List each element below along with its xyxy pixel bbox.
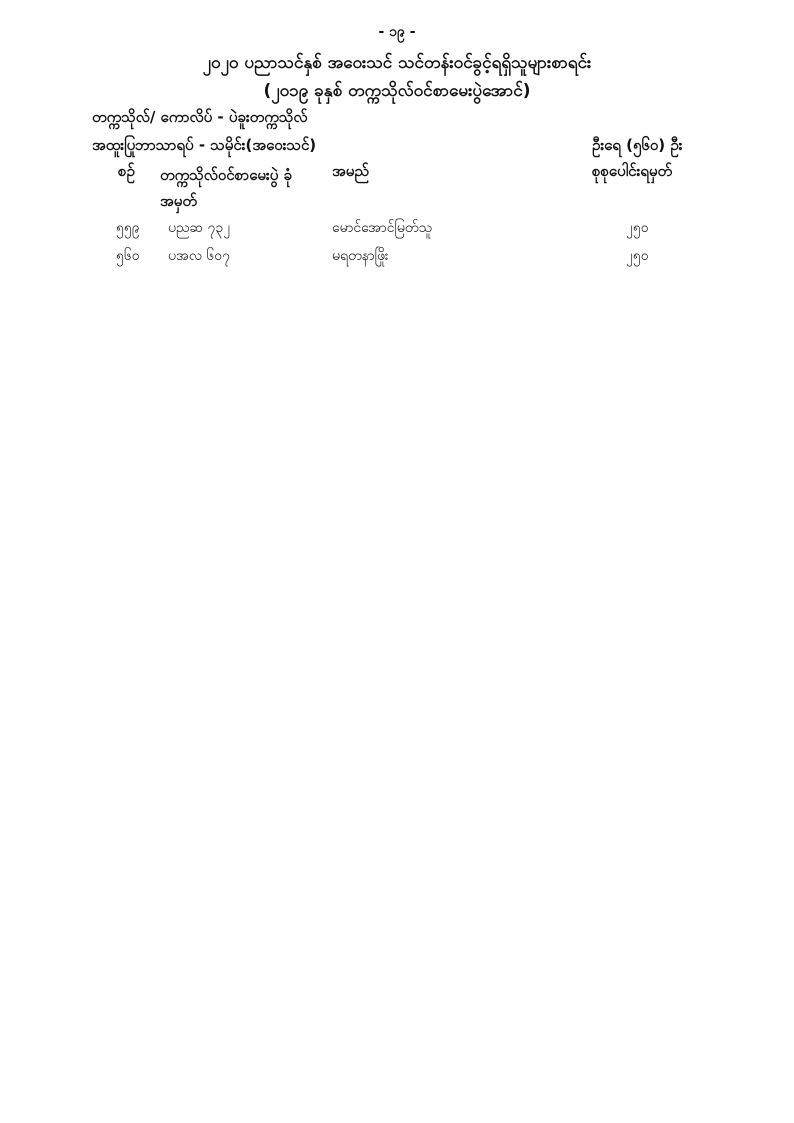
row-serial: ၅၆၀: [116, 248, 140, 264]
table-row: [0, 218, 794, 246]
row-total-marks: ၂၅၀: [626, 248, 649, 264]
row-name: မောင်အောင်မြတ်သူ: [332, 220, 433, 236]
total-count: ဦးရေ (၅၆၀) ဦး: [592, 136, 683, 154]
document-title: ၂၀၂၀ ပညာသင်နှစ် အဝေးသင် သင်တန်းဝင်ခွင့်ရရှိသူများစာရင်း: [202, 53, 592, 73]
table-row: [0, 246, 794, 274]
header-serial: စဉ်: [118, 162, 135, 180]
page-number: - ၁၉ -: [378, 24, 416, 40]
document-subtitle: (၂၀၁၉ ခုနှစ် တက္ကသိုလ်ဝင်စာမေးပွဲအောင်): [263, 81, 531, 101]
header-roll-number: တက္ကသိုလ်ဝင်စာမေးပွဲ ခုံအမှတ်: [160, 166, 292, 210]
row-roll-number: ပညဆ ၇၃၂: [168, 220, 231, 236]
subject-label: အထူးပြုဘာသာရပ် - သမိုင်း(အဝေးသင်): [92, 136, 317, 154]
row-serial: ၅၅၉: [116, 220, 140, 236]
row-roll-number: ပအလ ၆၀၇: [168, 248, 231, 264]
row-name: မရတနာဖြိုး: [332, 248, 389, 264]
university-label: တက္ကသိုလ်/ ကောလိပ် - ပဲခူးတက္ကသိုလ်: [92, 108, 308, 126]
header-name: အမည်: [332, 162, 369, 180]
row-total-marks: ၂၅၀: [626, 220, 649, 236]
header-total-marks: စုစုပေါင်းရမှတ်: [592, 162, 673, 180]
